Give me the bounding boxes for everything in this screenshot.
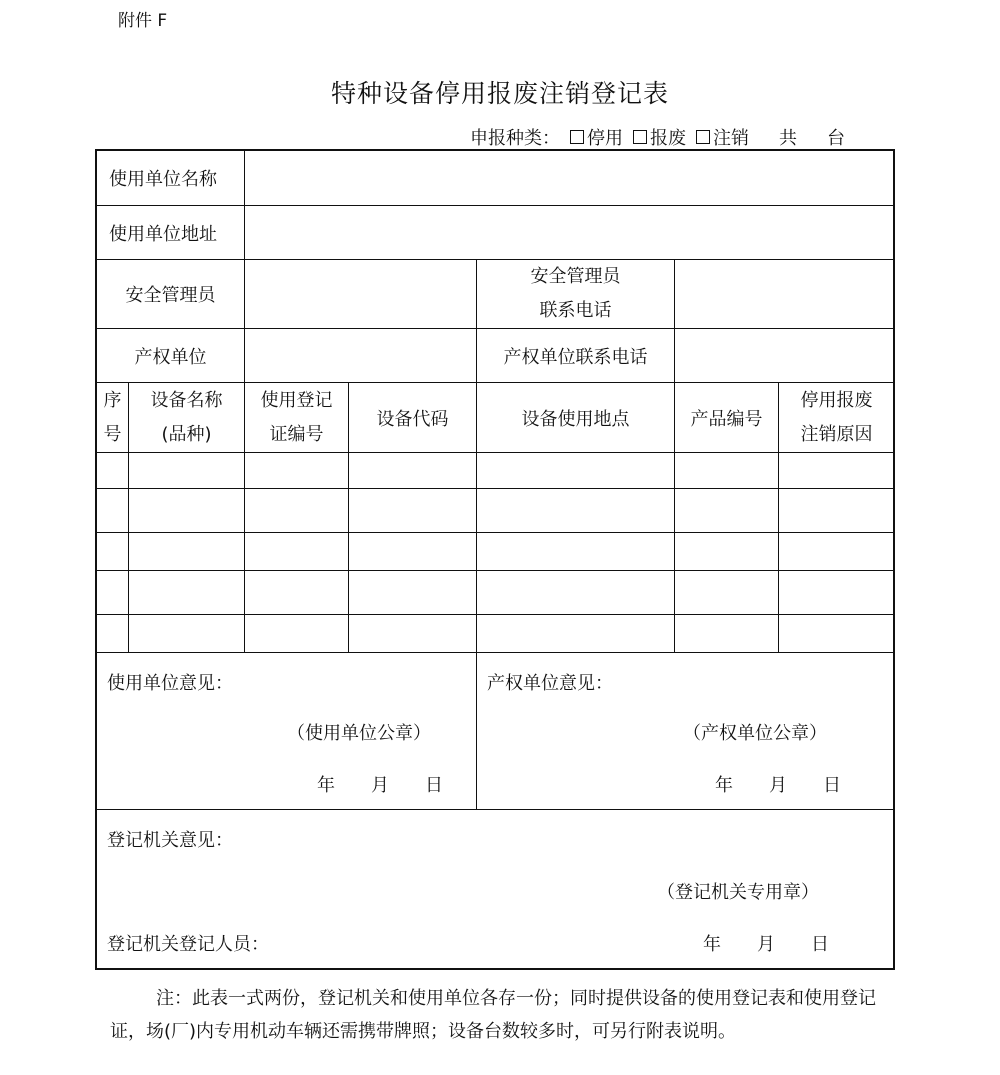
col-cert-number: 使用登记 证编号	[245, 383, 349, 453]
owner-seal-label: （产权单位公章）	[683, 723, 827, 744]
owner-field[interactable]	[245, 329, 477, 383]
table-row	[97, 615, 895, 653]
total-label-b: 台	[827, 128, 845, 149]
table-row	[97, 489, 895, 533]
total-label-a: 共	[779, 128, 797, 149]
unit-name-label: 使用单位名称	[97, 151, 245, 206]
table-row	[97, 571, 895, 615]
unit-address-label: 使用单位地址	[97, 206, 245, 260]
registry-opinion-label: 登记机关意见：	[107, 830, 233, 851]
user-opinion-label: 使用单位意见：	[107, 673, 233, 694]
option-suspend: 停用	[587, 128, 623, 149]
safety-manager-label: 安全管理员	[97, 260, 245, 329]
user-opinion-date: 年 月 日	[317, 775, 443, 796]
table-row	[97, 533, 895, 571]
safety-phone-field[interactable]	[675, 260, 895, 329]
owner-opinion-box[interactable]	[477, 653, 895, 810]
unit-name-field[interactable]	[245, 151, 895, 206]
registry-seal-label: （登记机关专用章）	[657, 882, 819, 903]
form-title: 特种设备停用报废注销登记表	[330, 79, 669, 108]
application-type-label: 申报种类：	[470, 128, 560, 149]
owner-phone-field[interactable]	[675, 329, 895, 383]
attachment-label: 附件 F	[118, 11, 168, 31]
checkbox-scrap[interactable]	[633, 130, 647, 144]
option-scrap: 报废	[650, 128, 686, 149]
owner-opinion-label: 产权单位意见：	[487, 673, 613, 694]
col-location: 设备使用地点	[477, 383, 675, 453]
safety-manager-field[interactable]	[245, 260, 477, 329]
user-opinion-box[interactable]	[97, 653, 477, 810]
option-cancel: 注销	[713, 128, 749, 149]
col-device-code: 设备代码	[349, 383, 477, 453]
checkbox-cancel[interactable]	[696, 130, 710, 144]
footnote: 注：此表一式两份，登记机关和使用单位各存一份；同时提供设备的使用登记表和使用登记证，场(厂)内专用机动车辆还需携带牌照；设备台数较多时，可另行附表说明。	[110, 988, 876, 1042]
registration-table	[96, 150, 895, 969]
safety-phone-label: 安全管理员 联系电话	[477, 260, 675, 329]
application-type-line	[470, 124, 845, 150]
unit-address-field[interactable]	[245, 206, 895, 260]
checkbox-suspend[interactable]	[570, 130, 584, 144]
owner-opinion-date: 年 月 日	[715, 775, 841, 796]
table-row	[97, 453, 895, 489]
owner-label: 产权单位	[97, 329, 245, 383]
col-reason: 停用报废 注销原因	[779, 383, 895, 453]
owner-phone-label: 产权单位联系电话	[477, 329, 675, 383]
registry-person-label: 登记机关登记人员：	[107, 934, 269, 955]
user-seal-label: （使用单位公章）	[287, 723, 431, 744]
registry-date: 年 月 日	[703, 934, 829, 955]
col-serial: 产品编号	[675, 383, 779, 453]
col-device-name: 设备名称 (品种)	[129, 383, 245, 453]
registry-opinion-box[interactable]	[97, 810, 895, 969]
col-seq: 序 号	[97, 383, 129, 453]
